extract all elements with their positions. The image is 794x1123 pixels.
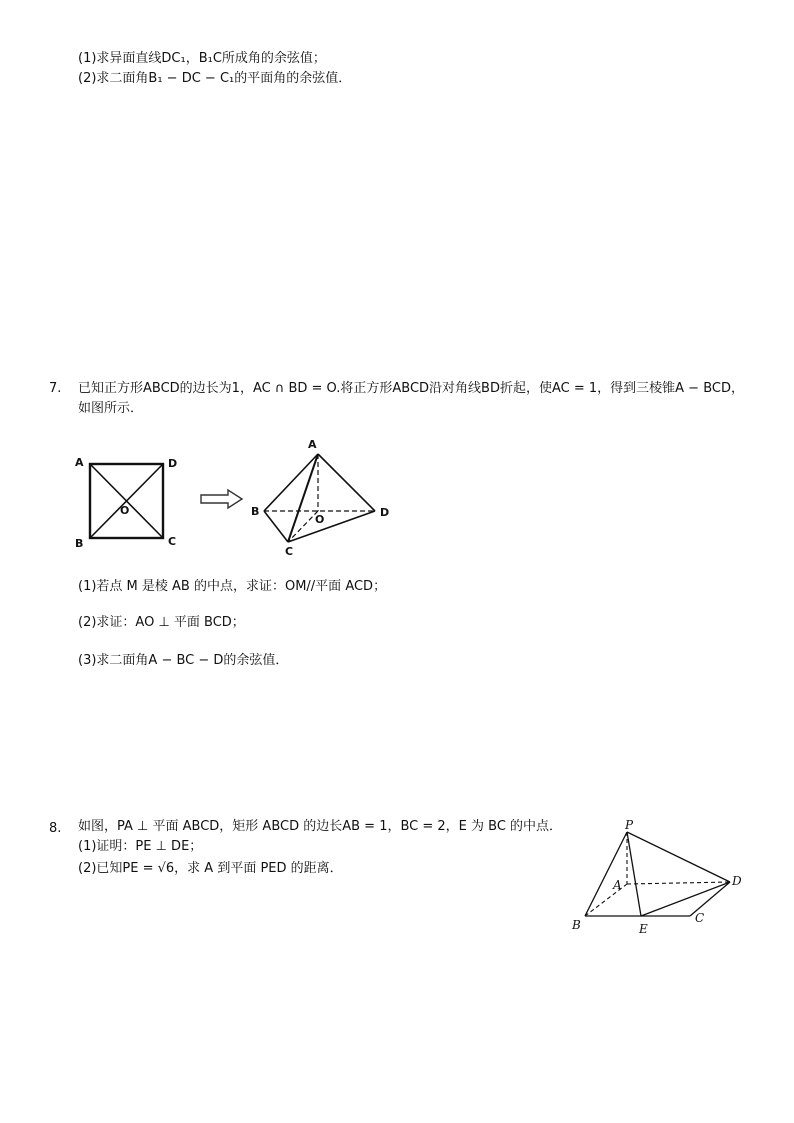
pyramid-label-b: B — [251, 505, 260, 518]
q7-square-figure — [70, 450, 190, 555]
pyramid-label-a: A — [308, 438, 317, 451]
square-label-c: C — [168, 535, 177, 548]
q8-pyramid-figure — [565, 812, 755, 942]
q8-number: 8. — [49, 821, 62, 836]
q7-number: 7. — [49, 381, 62, 396]
q7-part3: (3)求二面角A − BC − D的余弦值． — [78, 653, 289, 668]
prev-question-part2: (2)求二面角B₁ − DC − C₁的平面角的余弦值． — [78, 71, 352, 86]
fig8-label-c: C — [695, 911, 705, 925]
edge-pd — [627, 832, 730, 882]
square-label-o: O — [120, 504, 130, 517]
fig8-label-a: A — [613, 878, 622, 892]
prev-question-part1: (1)求异面直线DC₁，B₁C所成角的余弦值； — [78, 51, 326, 66]
edge-ac — [288, 454, 318, 542]
edge-ab — [264, 454, 318, 511]
q7-stem-line1: 已知正方形ABCD的边长为1，AC ∩ BD = O.将正方形ABCD沿对角线BD折起，使AC = 1，得到三棱锥A − BCD， — [78, 381, 744, 396]
square-label-b: B — [75, 537, 84, 550]
edge-cd — [288, 511, 375, 542]
fold-arrow-icon — [198, 488, 246, 510]
pyramid-label-o: O — [315, 513, 325, 526]
q8-part2: (2)已知PE = √6，求 A 到平面 PED 的距离． — [78, 861, 343, 876]
q7-part2: (2)求证：AO ⊥ 平面 BCD； — [78, 615, 245, 630]
fig8-label-p: P — [625, 818, 634, 832]
edge-de — [641, 882, 730, 916]
fig8-label-d: D — [732, 874, 742, 888]
fig8-label-b: B — [572, 918, 581, 932]
edge-ad — [318, 454, 375, 511]
edge-pb — [585, 832, 627, 916]
edge-pe — [627, 832, 641, 916]
pyramid-label-c: C — [285, 545, 294, 558]
q7-pyramid-figure — [245, 432, 405, 560]
fig8-label-e: E — [639, 922, 648, 936]
q7-part1: (1)若点 M 是棱 AB 的中点，求证：OM//平面 ACD； — [78, 579, 387, 594]
q7-stem-line2: 如图所示． — [78, 401, 144, 416]
pyramid-label-d: D — [380, 506, 390, 519]
q8-stem: 如图，PA ⊥ 平面 ABCD，矩形 ABCD 的边长AB = 1，BC = 2，E 为 BC 的中点． — [78, 819, 563, 834]
square-label-a: A — [75, 456, 84, 469]
square-label-d: D — [168, 457, 178, 470]
edge-ad-hidden — [627, 882, 730, 884]
q8-part1: (1)证明：PE ⊥ DE； — [78, 839, 203, 854]
edge-bc — [264, 511, 288, 542]
